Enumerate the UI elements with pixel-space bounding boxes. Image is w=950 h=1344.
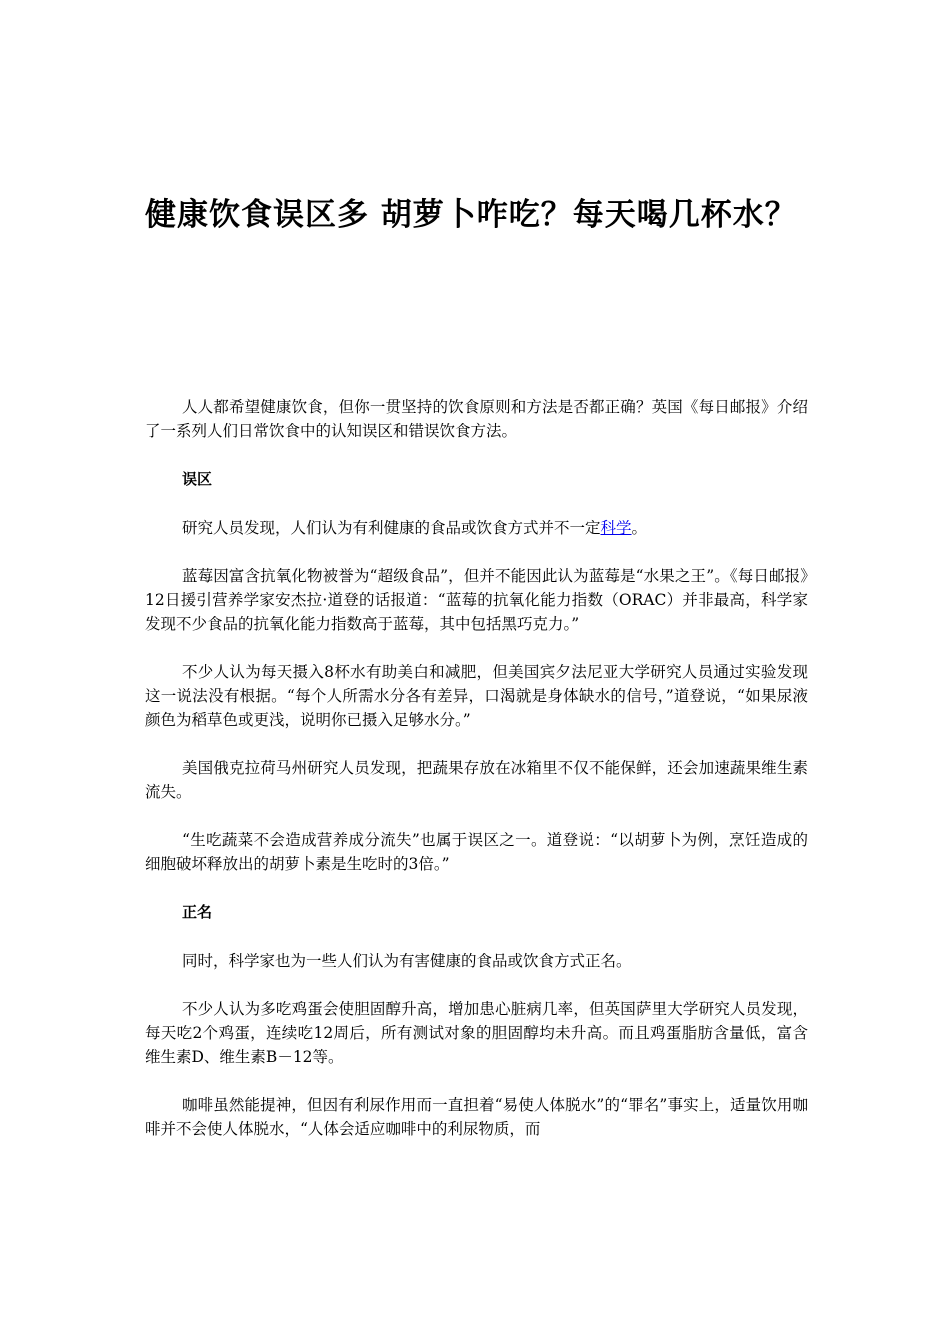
article-title: 健康饮食误区多 胡萝卜咋吃？每天喝几杯水？ bbox=[145, 197, 797, 233]
section-heading-misconceptions: 误区 bbox=[182, 470, 213, 488]
paragraph-water: 不少人认为每天摄入8杯水有助美白和减肥，但美国宾夕法尼亚大学研究人员通过实验发现这一说法没有根据。“每个人所需水分各有差异，口渴就是身体缺水的信号，”道登说，“如果尿液颜色为稻草色或更浅，说明你已摄入足够水分。” bbox=[145, 663, 808, 729]
paragraph-1 bbox=[145, 516, 808, 540]
paragraph-refrigerator: 美国俄克拉荷马州研究人员发现，把蔬果存放在冰箱里不仅不能保鲜，还会加速蔬果维生素流失。 bbox=[145, 759, 808, 801]
section-heading-rectification: 正名 bbox=[182, 903, 213, 921]
science-link[interactable]: 科学 bbox=[600, 519, 632, 537]
paragraph-coffee: 咖啡虽然能提神，但因有利尿作用而一直担着“易使人体脱水”的“罪名”事实上，适量饮用咖啡并不会使人体脱水，“人体会适应咖啡中的利尿物质，而 bbox=[145, 1096, 808, 1138]
article-body bbox=[145, 395, 808, 1165]
paragraph-1-text: 研究人员发现，人们认为有利健康的食品或饮食方式并不一定 bbox=[182, 519, 601, 537]
paragraph-rectification-intro: 同时，科学家也为一些人们认为有害健康的食品或饮食方式正名。 bbox=[182, 952, 632, 970]
paragraph-raw-vegetables: “生吃蔬菜不会造成营养成分流失”也属于误区之一。道登说：“以胡萝卜为例，烹饪造成的细胞破坏释放出的胡萝卜素是生吃时的3倍。” bbox=[145, 831, 808, 873]
paragraph-eggs: 不少人认为多吃鸡蛋会使胆固醇升高，增加患心脏病几率，但英国萨里大学研究人员发现，每天吃2个鸡蛋，连续吃12周后，所有测试对象的胆固醇均未升高。而且鸡蛋脂肪含量低，富含维生素D、维生素B－12等。 bbox=[145, 1000, 808, 1066]
paragraph-blueberry: 蓝莓因富含抗氧化物被誉为“超级食品”，但并不能因此认为蓝莓是“水果之王”。《每日邮报》12日援引营养学家安杰拉·道登的话报道：“蓝莓的抗氧化能力指数（ORAC）并非最高，科学家发现不少食品的抗氧化能力指数高于蓝莓，其中包括黑巧克力。” bbox=[145, 567, 808, 633]
intro-paragraph: 人人都希望健康饮食，但你一贯坚持的饮食原则和方法是否都正确？英国《每日邮报》介绍了一系列人们日常饮食中的认知误区和错误饮食方法。 bbox=[145, 398, 808, 440]
paragraph-1-end: 。 bbox=[631, 519, 648, 537]
